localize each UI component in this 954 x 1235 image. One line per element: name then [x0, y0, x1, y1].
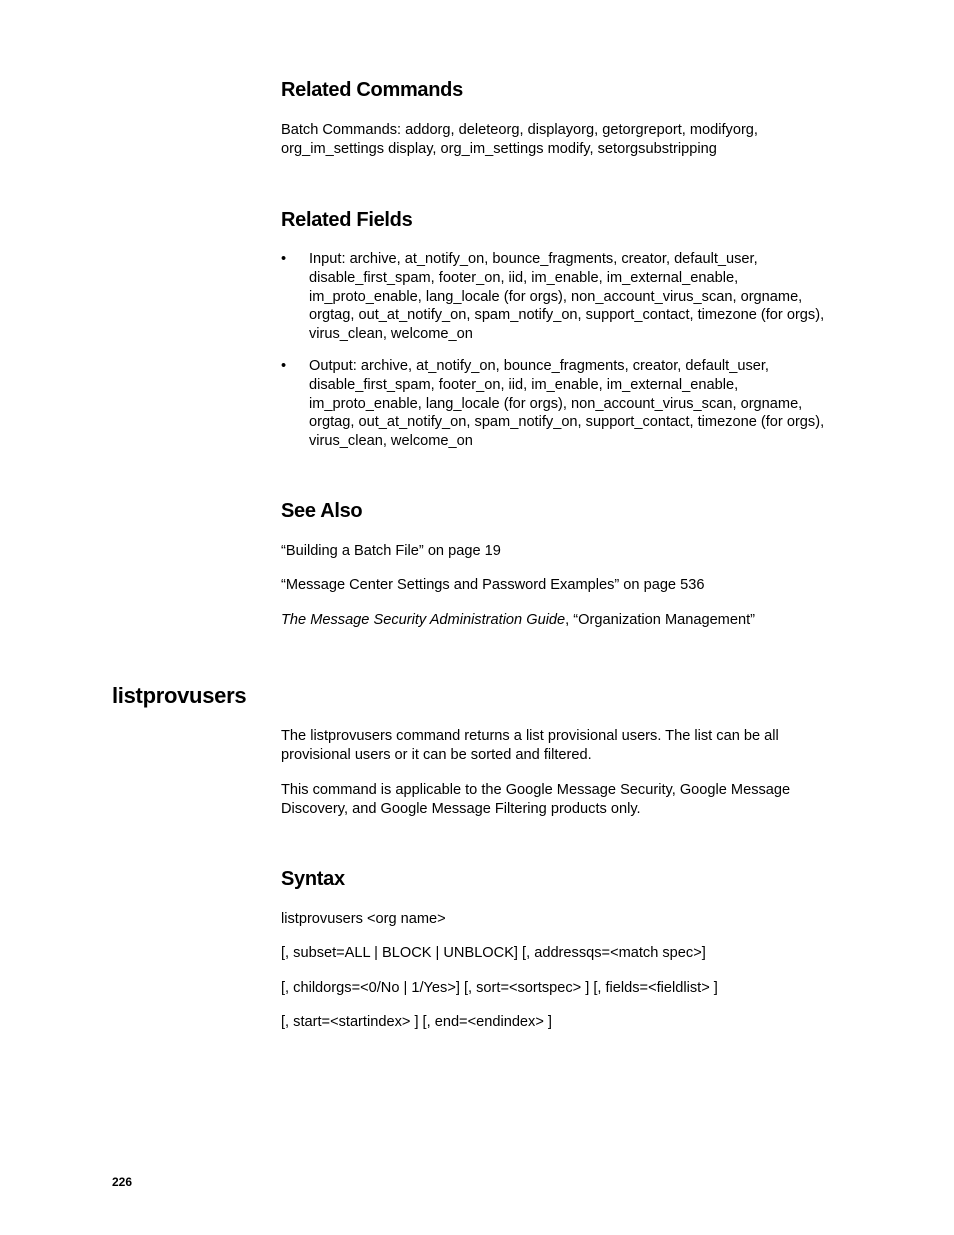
see-also-guide-reference: [281, 611, 841, 630]
guide-chapter: , “Organization Management”: [565, 612, 755, 628]
see-also-link-message-center-settings[interactable]: “Message Center Settings and Password Examples” on page 536: [281, 577, 705, 593]
page-number: 226: [112, 1175, 133, 1189]
listprovusers-applicability: This command is applicable to the Google Message Security, Google Message Discovery, and Google Message Filtering products only.: [281, 782, 791, 817]
related-fields-heading: Related Fields: [281, 209, 413, 231]
syntax-line: [, start=<startindex> ] [, end=<endindex> ]: [281, 1014, 552, 1030]
listprovusers-description: The listprovusers command returns a list provisional users. The list can be all provisional users or it can be sorted and filtered.: [281, 728, 779, 763]
see-also-heading: See Also: [281, 500, 363, 522]
related-commands-heading: Related Commands: [281, 79, 463, 101]
syntax-heading: Syntax: [281, 868, 345, 890]
listprovusers-section-title: listprovusers: [112, 683, 247, 708]
syntax-line: [, childorgs=<0/No | 1/Yes>] [, sort=<sortspec> ] [, fields=<fieldlist> ]: [281, 980, 718, 996]
related-fields-input-text: Input: archive, at_notify_on, bounce_fragments, creator, default_user, disable_first_spam, footer_on, iid, im_enable, im_external_enable, im_proto_enable, lang_locale (for orgs), non_account_virus_scan, orgname, orgtag, out_at_notify_on, spam_notify_on, support_contact, timezone (for orgs), virus_clean, welcome_on: [309, 251, 825, 343]
syntax-line: [, subset=ALL | BLOCK | UNBLOCK] [, addressqs=<match spec>]: [281, 945, 706, 961]
bullet-marker: •: [281, 251, 287, 267]
syntax-line: listprovusers <org name>: [281, 911, 446, 927]
related-commands-text: Batch Commands: addorg, deleteorg, displayorg, getorgreport, modifyorg, org_im_settings display, org_im_settings modify, setorgsubstripping: [281, 122, 758, 157]
see-also-link-building-batch-file[interactable]: “Building a Batch File” on page 19: [281, 543, 501, 559]
guide-title: The Message Security Administration Guide: [281, 612, 566, 628]
related-fields-output-text: Output: archive, at_notify_on, bounce_fragments, creator, default_user, disable_first_spam, footer_on, iid, im_enable, im_external_enable, im_proto_enable, lang_locale (for orgs), non_account_virus_scan, orgname, orgtag, out_at_notify_on, spam_notify_on, support_contact, timezone (for orgs), virus_clean, welcome_on: [309, 358, 825, 450]
bullet-marker: •: [281, 358, 287, 374]
